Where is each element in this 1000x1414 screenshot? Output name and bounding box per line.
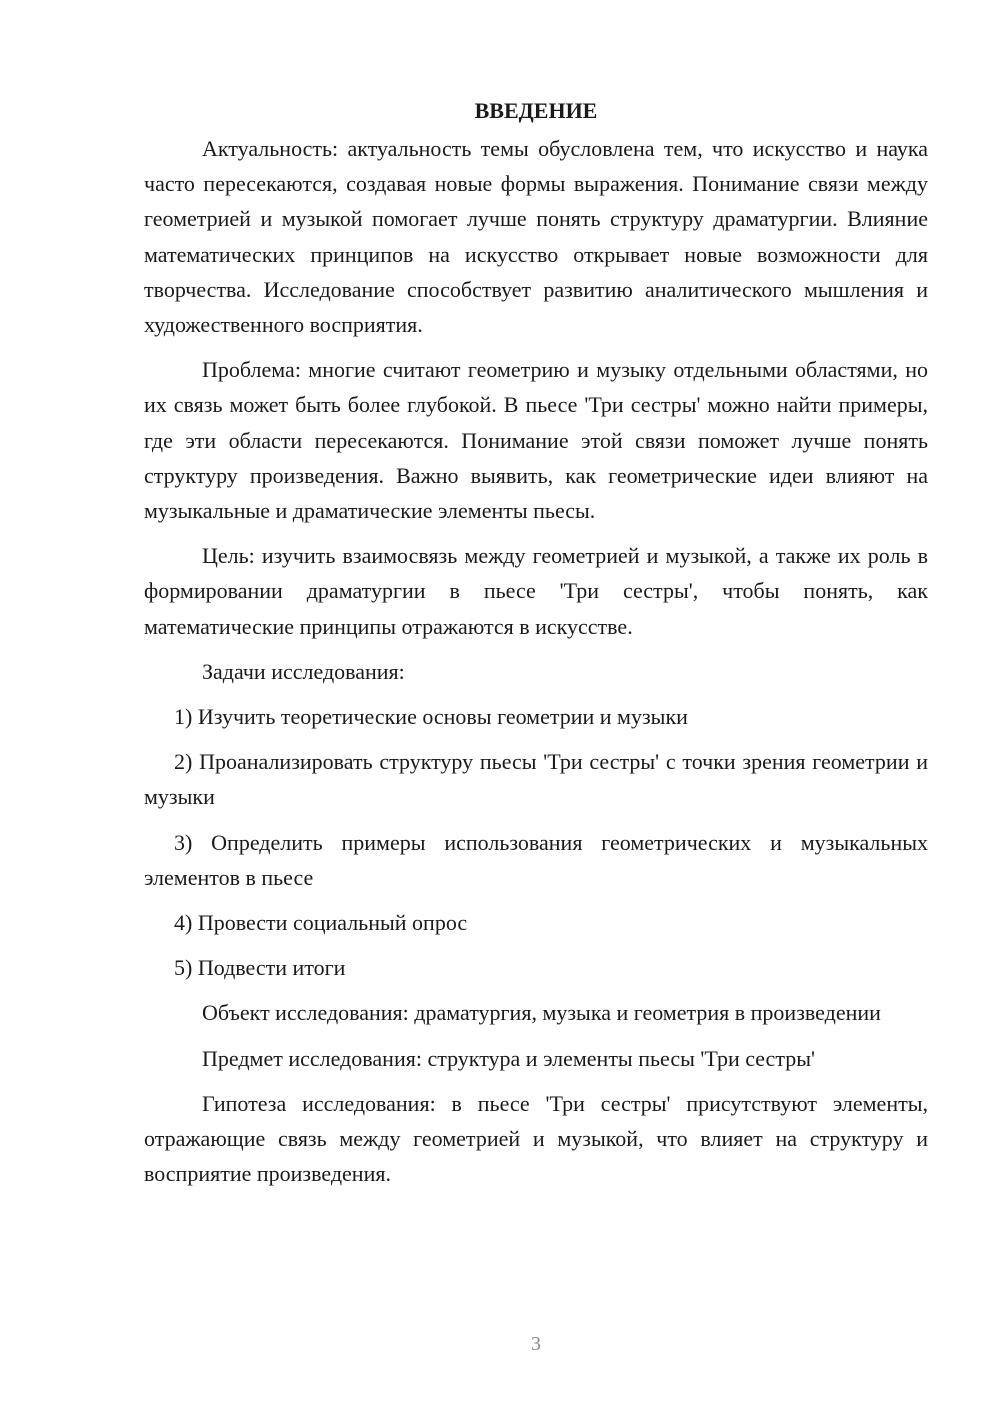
task-item-3: 3) Определить примеры использования геометрических и музыкальных элементов в пьесе [144, 829, 928, 890]
task-item-4: 4) Провести социальный опрос [174, 910, 468, 936]
task-item-1: 1) Изучить теоретические основы геометрии и музыки [174, 704, 688, 730]
paragraph-hypothesis: Гипотеза исследования: в пьесе 'Три сестры' присутствуют элементы, отражающие связь между геометрией и музыкой, что влияет на структуру и восприятие произведения. [144, 1090, 928, 1187]
paragraph-relevance: Актуальность: актуальность темы обусловлена тем, что искусство и наука часто пересекаются, создавая новые формы выражения. Понимание связи между геометрией и музыкой помогает лучше понять структуру драматургии. Влияние математических принципов на искусство открывает новые возможности для творчества. Исследование способствует развитию аналитического мышления и художественного восприятия. [144, 136, 928, 338]
paragraph-goal: Цель: изучить взаимосвязь между геометрией и музыкой, а также их роль в формировании драматургии в пьесе 'Три сестры', чтобы понять, как математические принципы отражаются в искусстве. [144, 543, 928, 639]
page-title: ВВЕДЕНИЕ [474, 98, 598, 123]
paragraph-problem: Проблема: многие считают геометрию и музыку отдельными областями, но их связь может быть более глубокой. В пьесе 'Три сестры' можно найти примеры, где эти области пересекаются. Понимание этой связи поможет лучше понять структуру произведения. Важно выявить, как геометрические идеи влияют на музыкальные и драматические элементы пьесы. [144, 357, 928, 524]
task-item-5: 5) Подвести итоги [174, 955, 346, 981]
page-number: 3 [531, 1333, 541, 1355]
task-item-2: 2) Проанализировать структуру пьесы 'Три сестры' с точки зрения геометрии и музыки [144, 749, 928, 810]
paragraph-subject: Предмет исследования: структура и элементы пьесы 'Три сестры' [202, 1045, 815, 1071]
tasks-heading: Задачи исследования: [202, 658, 405, 684]
document-page [144, 95, 928, 1201]
paragraph-object: Объект исследования: драматургия, музыка и геометрия в произведении [202, 1000, 881, 1026]
